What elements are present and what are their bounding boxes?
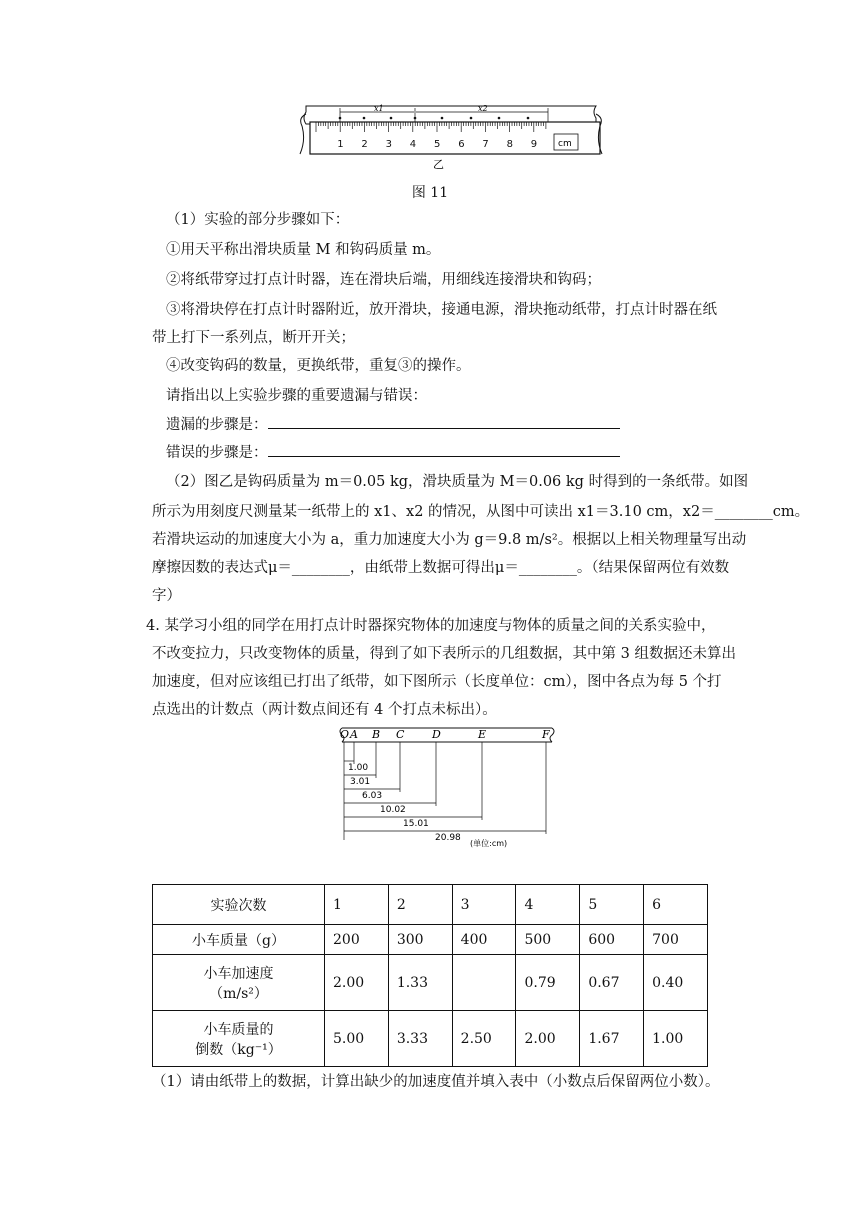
distance-label: 1.00 <box>348 763 369 773</box>
x1-label: x1 <box>374 104 384 113</box>
part2-line5: 字） <box>152 588 181 604</box>
figure-caption: 图 11 <box>411 185 449 201</box>
part2-line1: （2）图乙是钩码质量为 m＝0.05 kg，滑块质量为 M＝0.06 kg 时得到的一条纸带。如图 <box>166 474 749 490</box>
error-label: 错误的步骤是： <box>166 445 268 461</box>
step-1: ①用天平称出滑块质量 M 和钩码质量 m。 <box>166 242 441 258</box>
cell: 4 <box>516 885 580 925</box>
part2-line3: 若滑块运动的加速度大小为 a，重力加速度大小为 g＝9.8 m/s²。根据以上相关物理量写出动 <box>152 532 747 548</box>
point-label: D <box>432 728 441 741</box>
final-question: （1）请由纸带上的数据，计算出缺少的加速度值并填入表中（小数点后保留两位小数）。 <box>152 1074 720 1090</box>
q4-line3: 加速度，但对应该组已打出了纸带，如下图所示（长度单位：cm），图中各点为每 5 个打 <box>152 674 722 690</box>
q4-line1: 4. 某学习小组的同学在用打点计时器探究物体的加速度与物体的质量之间的关系实验中， <box>146 618 716 634</box>
missing-answer-blank[interactable] <box>268 414 620 429</box>
distance-label: 6.03 <box>362 791 383 801</box>
cell: 2.50 <box>452 1011 516 1067</box>
scale-number: 9 <box>530 139 538 150</box>
cell: 2.00 <box>516 1011 580 1067</box>
row-label-line: （m/s²） <box>209 985 268 1002</box>
cell: 0.67 <box>580 955 644 1011</box>
cell: 6 <box>644 885 708 925</box>
scale-number: 6 <box>458 139 465 150</box>
unit-label: cm <box>558 139 572 149</box>
step-3a: ③将滑块停在打点计时器附近，放开滑块，接通电源，滑块拖动纸带，打点计时器在纸 <box>166 302 717 318</box>
distance-label: 3.01 <box>350 777 371 787</box>
cell: 0.40 <box>644 955 708 1011</box>
ruler-tape-figure <box>296 100 612 170</box>
cell: 400 <box>452 925 516 955</box>
scale-number: 1 <box>337 139 344 150</box>
cell: 5.00 <box>325 1011 389 1067</box>
error-answer-blank[interactable] <box>268 442 620 457</box>
step-2: ②将纸带穿过打点计时器，连在滑块后端，用细线连接滑块和钩码； <box>166 272 601 288</box>
row-label <box>153 955 325 1011</box>
table-row <box>153 885 708 925</box>
cell: 3 <box>452 885 516 925</box>
point-label: B <box>372 728 381 741</box>
cell: 1.00 <box>644 1011 708 1067</box>
cell: 0.79 <box>516 955 580 1011</box>
point-label: F <box>542 728 550 741</box>
cell: 3.33 <box>388 1011 452 1067</box>
row-label: 小车质量（g） <box>153 925 325 955</box>
cell: 2 <box>388 885 452 925</box>
point-label: E <box>478 728 487 741</box>
distance-label: 20.98 <box>435 833 461 843</box>
row-label-line: 倒数（kg⁻¹） <box>195 1041 282 1058</box>
q4-line4: 点选出的计数点（两计数点间还有 4 个打点未标出）。 <box>152 702 497 718</box>
table-row <box>153 955 708 1011</box>
row-label-line: 小车质量的 <box>203 1021 274 1038</box>
missing-step-row <box>166 414 620 435</box>
step-3b: 带上打下一系列点，断开开关； <box>152 330 355 346</box>
part2-line4: 摩擦因数的表达式μ＝________，由纸带上数据可得出μ＝________。（结果保留两位有效数 <box>152 560 730 576</box>
unit-note: (单位:cm) <box>470 839 508 848</box>
cell: 1.67 <box>580 1011 644 1067</box>
point-label: C <box>396 728 405 741</box>
missing-label: 遗漏的步骤是： <box>166 417 268 433</box>
row-label: 实验次数 <box>153 885 325 925</box>
table-row <box>153 925 708 955</box>
scale-number: 8 <box>506 139 513 150</box>
cell: 600 <box>580 925 644 955</box>
cell: 1 <box>325 885 389 925</box>
row-label-line: 小车加速度 <box>203 965 274 982</box>
cell: 200 <box>325 925 389 955</box>
point-label: A <box>350 728 358 741</box>
data-table <box>152 884 708 1067</box>
scale-number: 5 <box>434 139 441 150</box>
cell: 500 <box>516 925 580 955</box>
steps-intro: （1）实验的部分步骤如下： <box>166 212 350 228</box>
part2-line2: 所示为用刻度尺测量某一纸带上的 x1、x2 的情况，从图中可读出 x1＝3.10 cm，x2＝________cm。 <box>152 504 810 520</box>
tape-points-figure <box>336 722 562 856</box>
point-label: O <box>340 728 350 741</box>
cell: 2.00 <box>325 955 389 1011</box>
cell: 1.33 <box>388 955 452 1011</box>
step-4: ④改变钩码的数量，更换纸带，重复③的操作。 <box>166 358 471 374</box>
question: 请指出以上实验步骤的重要遗漏与错误： <box>166 388 427 404</box>
scale-number: 3 <box>385 139 392 150</box>
scale-number: 2 <box>361 139 368 150</box>
distance-label: 15.01 <box>403 819 429 829</box>
empty-cell[interactable] <box>452 955 516 1011</box>
q4-line2: 不改变拉力，只改变物体的质量，得到了如下表所示的几组数据，其中第 3 组数据还未算出 <box>152 646 736 662</box>
figure-sublabel: 乙 <box>433 158 444 170</box>
distance-label: 10.02 <box>380 805 406 815</box>
row-label <box>153 1011 325 1067</box>
scale-number: 4 <box>409 139 417 150</box>
cell: 5 <box>580 885 644 925</box>
cell: 300 <box>388 925 452 955</box>
x2-label: x2 <box>478 104 488 113</box>
cell: 700 <box>644 925 708 955</box>
scale-number: 7 <box>482 139 489 150</box>
table-row <box>153 1011 708 1067</box>
error-step-row <box>166 442 620 463</box>
